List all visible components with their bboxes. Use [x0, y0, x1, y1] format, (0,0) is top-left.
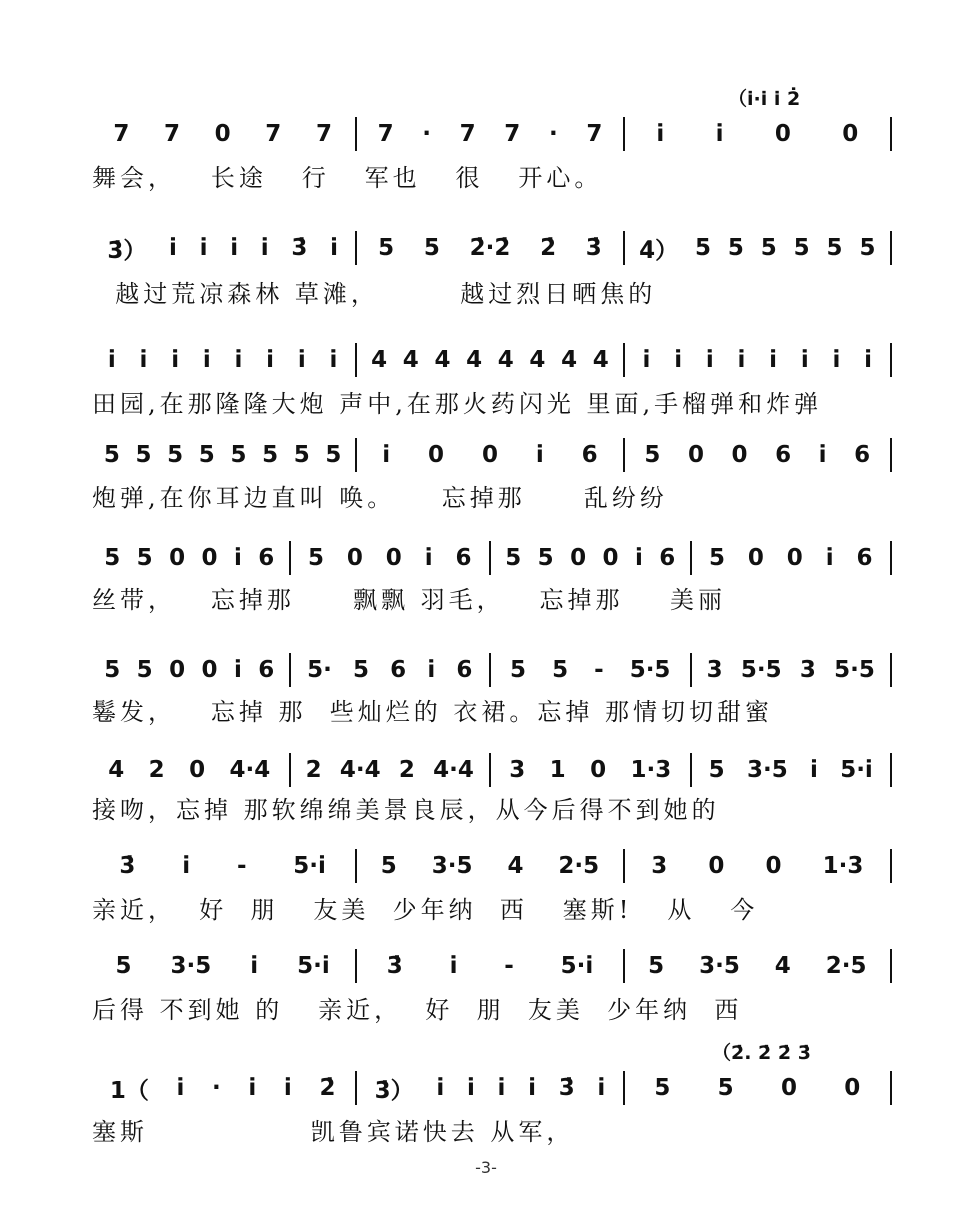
bar-line: [690, 753, 692, 787]
note: 6: [856, 545, 873, 571]
measure: [497, 540, 684, 576]
note: 6: [390, 657, 407, 683]
note: 3̇）: [374, 1077, 414, 1104]
note: 0: [844, 1075, 861, 1101]
note: i̇: [234, 347, 243, 373]
note: 0: [201, 657, 218, 683]
note: 4·4: [339, 757, 381, 783]
bar-line: [355, 1071, 357, 1105]
note: -: [236, 853, 247, 879]
note: 5: [537, 545, 554, 571]
measure: [363, 1070, 616, 1106]
note: i̇: [107, 347, 116, 373]
measure: [631, 948, 884, 984]
bar-line: [623, 117, 625, 151]
note: i̇: [233, 545, 242, 571]
note: 7: [586, 121, 603, 147]
measure: [631, 230, 884, 266]
note: i̇: [139, 347, 148, 373]
measure: [631, 848, 884, 884]
note: i̇: [233, 657, 242, 683]
measure: [96, 948, 349, 984]
note: 4·4: [433, 757, 474, 783]
note: i̇: [260, 235, 269, 261]
note: i̇: [230, 235, 239, 261]
note: 0: [731, 442, 748, 468]
note: 1: [549, 757, 566, 783]
note: 0: [169, 657, 186, 683]
note: 5: [654, 1075, 671, 1101]
note: i̇: [199, 235, 208, 261]
note: i̇: [818, 442, 827, 468]
note: 4·4: [229, 757, 271, 783]
measure: [363, 342, 616, 378]
note: 1·3: [822, 853, 864, 879]
bar-line: [623, 849, 625, 883]
note: 5: [505, 545, 522, 571]
note: 3·5: [746, 757, 788, 783]
measure: [96, 752, 283, 788]
note: 6: [775, 442, 792, 468]
note: i̇: [825, 545, 834, 571]
note: i̇: [737, 347, 746, 373]
note: 5·5: [740, 657, 782, 683]
notation-row: [96, 230, 892, 266]
note: 7: [504, 121, 521, 147]
note: 6: [581, 442, 598, 468]
note: i̇: [427, 657, 436, 683]
note: 2: [148, 757, 165, 783]
measure: [631, 437, 884, 473]
bar-line: [355, 949, 357, 983]
measure: [96, 116, 349, 152]
note: 5: [708, 757, 725, 783]
note: 0: [189, 757, 206, 783]
note: 2: [305, 757, 322, 783]
note: i̇: [176, 1075, 185, 1101]
note: i̇: [769, 347, 778, 373]
note: 5: [352, 657, 369, 683]
bar-line: [623, 231, 625, 265]
note: 6: [455, 545, 472, 571]
bar-line: [890, 541, 892, 575]
note: 4: [507, 853, 524, 879]
notation-row: [96, 848, 892, 884]
bar-line: [289, 753, 291, 787]
note: -: [504, 953, 514, 979]
note: i̇: [466, 1075, 475, 1101]
measure: [631, 1070, 884, 1106]
note: 3: [799, 657, 816, 683]
measure: [698, 540, 885, 576]
note: i̇: [832, 347, 841, 373]
note: ·: [212, 1075, 221, 1101]
lyrics-line: 后得 不到她 的 亲近， 好 朋 友美 少年纳 西: [92, 996, 743, 1024]
bar-line: [890, 231, 892, 265]
note: 7: [163, 121, 180, 147]
note: 0: [602, 545, 619, 571]
note: i̇: [528, 1075, 536, 1101]
notation-row: [96, 342, 892, 378]
note: 1·3: [630, 757, 672, 783]
measure: [297, 652, 484, 688]
note: i̇: [382, 442, 391, 468]
note: 7: [459, 121, 476, 147]
measure: [96, 652, 283, 688]
note: 0: [481, 442, 498, 468]
note: 3: [651, 853, 668, 879]
bar-line: [355, 438, 357, 472]
note: 4: [371, 347, 388, 373]
note: 5: [708, 545, 725, 571]
note: i̇: [810, 757, 818, 783]
note: 0: [786, 545, 803, 571]
note: 3: [706, 657, 723, 683]
measure: [631, 116, 884, 152]
note: 3̇: [386, 953, 403, 979]
note: 3·5: [170, 953, 212, 979]
note: 3·5: [699, 953, 740, 979]
note: 5: [167, 442, 184, 468]
measure: [96, 1070, 349, 1106]
note: 5·i̇: [840, 757, 873, 783]
note: 3̇: [291, 235, 308, 261]
notation-row: [96, 948, 892, 984]
note: 5·i̇: [293, 853, 326, 879]
note: 7: [315, 121, 332, 147]
bar-line: [489, 653, 491, 687]
notation-row: [96, 652, 892, 688]
note: ·: [548, 121, 558, 147]
note: 5: [104, 545, 121, 571]
bar-line: [489, 541, 491, 575]
bar-line: [289, 653, 291, 687]
note: 5: [136, 657, 153, 683]
bar-line: [890, 1071, 892, 1105]
note: 5: [760, 235, 777, 261]
note: 3̇: [119, 853, 136, 879]
bar-line: [623, 343, 625, 377]
bar-line: [355, 231, 357, 265]
note: i̇: [169, 235, 177, 261]
note: 2·5: [558, 853, 600, 879]
bar-line: [890, 117, 892, 151]
note: 0: [747, 545, 764, 571]
note: i̇: [436, 1075, 445, 1101]
note: 5: [648, 953, 665, 979]
note: 0: [214, 121, 231, 147]
lyrics-line: 亲近， 好 朋 友美 少年纳 西 塞斯! 从 今: [92, 896, 759, 924]
note: 3·5: [431, 853, 473, 879]
measure: [363, 848, 616, 884]
note: 3̇: [558, 1075, 575, 1101]
note: 5: [135, 442, 152, 468]
note: ·: [422, 121, 432, 147]
note: 5: [826, 235, 843, 261]
note: 0: [590, 757, 607, 783]
note: 0: [570, 545, 587, 571]
measure: [497, 652, 684, 688]
measure: [363, 948, 616, 984]
bar-line: [623, 438, 625, 472]
note: i̇: [250, 953, 259, 979]
note: 5: [307, 545, 324, 571]
lyrics-line: 舞会， 长途 行 军也 很 开心。: [92, 164, 603, 192]
note: 5: [378, 235, 395, 261]
bar-line: [289, 541, 291, 575]
bar-line: [489, 753, 491, 787]
note: i̇: [424, 545, 433, 571]
note: 2̇·2̇: [469, 235, 511, 261]
annotation-line: （i̇·i̇ i̇ 2̇: [728, 88, 801, 110]
note: 4: [466, 347, 483, 373]
note: i̇: [182, 853, 191, 879]
lyrics-line: 鬈发， 忘掉 那 些灿烂的 衣裙。忘掉 那情切切甜蜜: [92, 698, 774, 726]
note: 7: [265, 121, 282, 147]
note: 5: [694, 235, 711, 261]
note: i̇: [634, 545, 643, 571]
note: i̇: [202, 347, 211, 373]
bar-line: [355, 117, 357, 151]
bar-line: [890, 849, 892, 883]
note: -: [594, 657, 604, 683]
note: 0: [708, 853, 725, 879]
measure: [698, 652, 885, 688]
note: 5: [552, 657, 569, 683]
note: 6: [258, 545, 275, 571]
note: 5: [380, 853, 397, 879]
note: 0: [169, 545, 186, 571]
notation-row: [96, 116, 892, 152]
bar-line: [690, 541, 692, 575]
lyrics-line: 越过荒凉森林 草滩， 越过烈日晒焦的: [92, 280, 657, 308]
note: i̇: [266, 347, 275, 373]
note: i̇: [330, 235, 338, 261]
note: 1（: [109, 1077, 149, 1104]
note: i̇: [597, 1075, 606, 1101]
lyrics-line: 塞斯 凯鲁宾诺快去 从军，: [92, 1118, 575, 1146]
note: 5: [230, 442, 247, 468]
measure: [96, 342, 349, 378]
annotation-line: （2̇. 2̇ 2̇ 3̇: [712, 1042, 811, 1064]
note: 5: [262, 442, 279, 468]
bar-line: [890, 949, 892, 983]
note: 5·5: [629, 657, 671, 683]
note: 5: [793, 235, 810, 261]
note: 3̇: [585, 235, 602, 261]
lyrics-line: 炮弹,在你耳边直叫 唤。 忘掉那 乱纷纷: [92, 484, 668, 512]
note: 4: [592, 347, 609, 373]
notation-row: [96, 437, 892, 473]
note: 4: [497, 347, 514, 373]
note: i̇: [674, 347, 683, 373]
note: 6: [854, 442, 871, 468]
note: i̇: [329, 347, 338, 373]
note: 0: [201, 545, 218, 571]
note: 2·5: [825, 953, 867, 979]
note: 3: [509, 757, 526, 783]
note: i̇: [864, 347, 873, 373]
note: i̇: [497, 1075, 506, 1101]
note: 2: [398, 757, 415, 783]
lyrics-line: 丝带， 忘掉那 飘飘 羽毛， 忘掉那 美丽: [92, 586, 727, 614]
note: 4: [561, 347, 578, 373]
note: 5·i̇: [560, 953, 594, 979]
measure: [631, 342, 884, 378]
note: 5: [103, 442, 120, 468]
note: 5·: [307, 657, 332, 683]
note: 5: [136, 545, 153, 571]
note: 5: [423, 235, 440, 261]
measure: [363, 116, 616, 152]
note: i̇: [171, 347, 180, 373]
measure: [497, 752, 684, 788]
notation-row: [96, 540, 892, 576]
note: i̇: [705, 347, 714, 373]
note: 5: [510, 657, 527, 683]
note: i̇: [642, 347, 651, 373]
bar-line: [690, 653, 692, 687]
bar-line: [623, 1071, 625, 1105]
note: 4: [774, 953, 791, 979]
note: 5: [293, 442, 310, 468]
bar-line: [355, 343, 357, 377]
note: i̇: [283, 1075, 292, 1101]
note: 7: [113, 121, 130, 147]
note: 5: [644, 442, 661, 468]
bar-line: [623, 949, 625, 983]
bar-line: [355, 849, 357, 883]
note: 0: [780, 1075, 797, 1101]
note: 2̇: [540, 235, 557, 261]
note: 6: [659, 545, 676, 571]
note: 5: [727, 235, 744, 261]
note: 0: [842, 121, 859, 147]
note: 6: [456, 657, 473, 683]
page-number: -3-: [475, 1158, 497, 1177]
bar-line: [890, 753, 892, 787]
note: 7: [377, 121, 394, 147]
note: 4: [434, 347, 451, 373]
note: i̇: [449, 953, 458, 979]
bar-line: [890, 343, 892, 377]
note: 5: [717, 1075, 734, 1101]
notation-row: [96, 752, 892, 788]
note: 5·i̇: [297, 953, 330, 979]
note: 5·5: [834, 657, 875, 683]
lyrics-line: 田园,在那隆隆大炮 声中,在那火药闪光 里面,手榴弹和炸弹: [92, 390, 823, 418]
note: 4: [529, 347, 546, 373]
note: 0: [346, 545, 363, 571]
measure: [96, 540, 283, 576]
bar-line: [890, 653, 892, 687]
bar-line: [890, 438, 892, 472]
measure: [96, 230, 349, 266]
note: i̇: [297, 347, 306, 373]
lyrics-line: 接吻，忘掉 那软绵绵美景良辰，从今后得不到她的: [92, 796, 720, 824]
note: 0: [385, 545, 402, 571]
note: i̇: [248, 1075, 257, 1101]
measure: [297, 540, 484, 576]
measure: [698, 752, 885, 788]
measure: [96, 437, 349, 473]
note: 0: [428, 442, 445, 468]
note: 5: [115, 953, 132, 979]
note: i̇: [800, 347, 809, 373]
note: 0: [774, 121, 791, 147]
note: 4: [402, 347, 419, 373]
measure: [297, 752, 484, 788]
note: 4̇）: [639, 237, 679, 264]
measure: [363, 437, 616, 473]
notation-row: [96, 1070, 892, 1106]
note: 5: [859, 235, 876, 261]
note: i̇: [656, 121, 665, 147]
note: 3̇）: [107, 237, 147, 264]
note: 2̇: [319, 1075, 336, 1101]
note: 5: [104, 657, 121, 683]
note: 5: [198, 442, 215, 468]
note: i̇: [715, 121, 724, 147]
note: i̇: [535, 442, 544, 468]
note: 4: [108, 757, 125, 783]
note: 0: [765, 853, 782, 879]
note: 0: [687, 442, 704, 468]
note: 5: [325, 442, 342, 468]
note: 6: [258, 657, 275, 683]
measure: [363, 230, 616, 266]
measure: [96, 848, 349, 884]
